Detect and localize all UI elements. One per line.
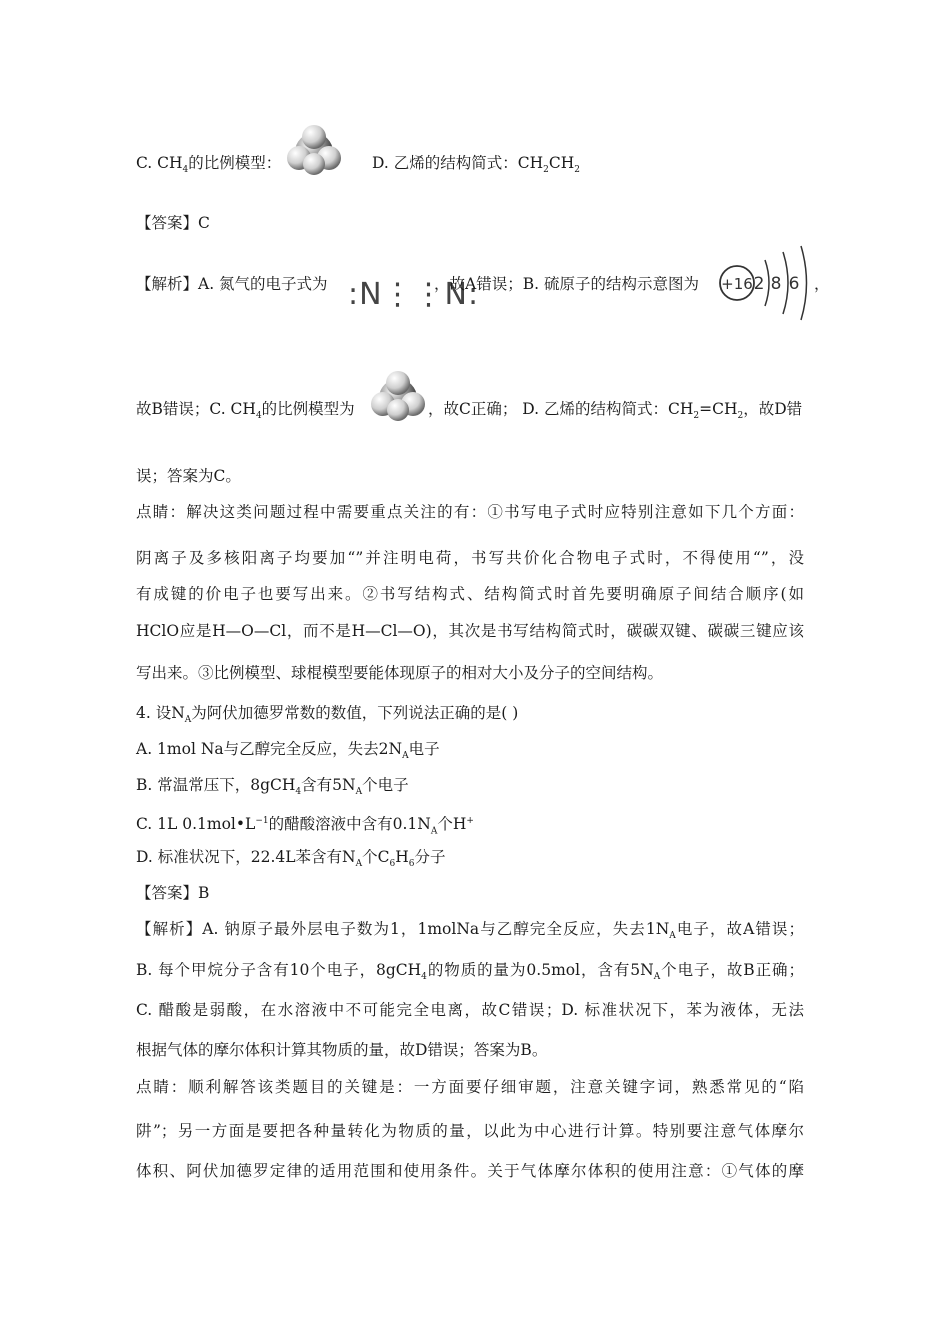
q3-opt-c-label: 的比例模型： <box>188 154 282 172</box>
subscript: 6 <box>389 859 396 870</box>
q3-explanation-line2 <box>136 399 355 426</box>
text: A. 1mol Na与乙醇完全反应，失去2N <box>136 740 403 758</box>
nucleus-charge: +16 <box>721 275 753 293</box>
subscript: 4 <box>255 411 262 422</box>
subscript: A <box>355 859 363 870</box>
superscript: + <box>466 816 474 826</box>
text: 电子，故A错误； <box>675 920 804 938</box>
shell-electrons: 8 <box>770 274 782 294</box>
q4-tip-line: 点睛：顺利解答该类题目的关键是：一方面要仔细审题，注意关键字词，熟悉常见的“陷 <box>136 1078 804 1096</box>
subscript: 4 <box>295 787 302 798</box>
q4-explanation-line2 <box>136 960 804 987</box>
q3-tip-line: 点睛：解决这类问题过程中需要重点关注的有：①书写电子式时应特别注意如下几个方面： <box>136 503 804 521</box>
q3-answer: 【答案】C <box>136 214 210 232</box>
q4-option-c <box>136 811 474 841</box>
q4-stem <box>136 703 518 730</box>
text: =CH <box>699 400 738 418</box>
text: 个C <box>362 848 390 866</box>
subscript: 2 <box>693 411 700 422</box>
q4-option-a <box>136 739 440 766</box>
superscript: −1 <box>255 816 269 826</box>
text: 的醋酸溶液中含有0.1N <box>268 815 431 834</box>
q3-explanation-line1 <box>136 274 328 294</box>
q3-tip-line: 有成键的价电子也要写出来。②书写结构式、结构简式时首先要明确原子间结合顺序(如 <box>136 585 804 603</box>
q3-explanation-line1b <box>434 274 699 294</box>
q3-explanation-line3: 误；答案为C。 <box>136 467 241 485</box>
n2-electron-formula-image: :N⋮⋮N: <box>348 277 480 312</box>
text: CH <box>548 154 575 172</box>
text: 的比例模型为 <box>261 400 355 418</box>
text: ，故D错 <box>743 400 803 418</box>
q4-explanation-line1 <box>136 919 804 946</box>
shell-electrons: 2 <box>753 274 765 294</box>
text: 4. 设N <box>136 704 185 722</box>
subscript: 2 <box>737 411 744 422</box>
subscript: A <box>355 787 363 798</box>
text: 【解析】A. 氮气的电子式为 <box>136 275 328 293</box>
ch4-space-filling-model-image-2 <box>370 370 426 424</box>
subscript: A <box>402 751 409 762</box>
text: B. 每个甲烷分子含有10个电子，8gCH <box>136 961 422 979</box>
subscript: 4 <box>421 972 427 983</box>
q4-answer: 【答案】B <box>136 884 210 902</box>
text: 故B错误；C. CH <box>136 400 256 418</box>
subscript: 6 <box>408 859 415 870</box>
text: 【解析】A. 钠原子最外层电子数为1，1molNa与乙醇完全反应，失去1N <box>136 920 670 938</box>
q3-explanation-line2b <box>428 399 802 426</box>
text: H <box>395 848 409 866</box>
text: 电子 <box>408 740 440 758</box>
text: 的物质的量为0.5mol，含有5N <box>426 961 654 979</box>
text: 为阿伏加德罗常数的数值，下列说法正确的是( ) <box>191 704 519 722</box>
subscript: A <box>430 826 438 837</box>
q3-options-cd <box>136 153 281 180</box>
text: 分子 <box>414 848 446 866</box>
text: B. 常温常压下，8gCH <box>136 776 296 794</box>
text: C. 1L 0.1mol•L <box>136 815 256 834</box>
subscript: 2 <box>543 165 549 176</box>
sulfur-atom-structure-diagram <box>713 242 813 328</box>
q4-explanation-line3: C. 醋酸是弱酸，在水溶液中不可能完全电离，故C错误；D. 标准状况下，苯为液体，无法 <box>136 1001 804 1019</box>
q4-tip-line: 体积、阿伏加德罗定律的适用范围和使用条件。关于气体摩尔体积的使用注意：①气体的摩 <box>136 1162 804 1180</box>
subscript: A <box>653 972 661 983</box>
text: 个电子，故B正确； <box>660 961 804 979</box>
q3-tip-line: HClO应是H—O—Cl，而不是H—Cl—O)，其次是书写结构简式时，碳碳双键、碳碳三键应该 <box>136 622 804 640</box>
subscript: A <box>669 931 676 942</box>
subscript: A <box>184 715 192 726</box>
text: ，故A错误；B. 硫原子的结构示意图为 <box>434 275 699 293</box>
shell-electrons: 6 <box>788 274 800 294</box>
subscript: 4 <box>182 165 189 176</box>
text: D. 标准状况下，22.4L苯含有N <box>136 848 356 866</box>
q3-opt-d-text: D. 乙烯的结构简式：CH <box>372 154 544 172</box>
ch4-space-filling-model-image <box>286 124 342 178</box>
q3-opt-c-text: C. CH <box>136 154 183 172</box>
q4-explanation-line4: 根据气体的摩尔体积计算其物质的量，故D错误；答案为B。 <box>136 1041 548 1059</box>
q4-option-d <box>136 847 446 874</box>
q4-tip-line: 阱”；另一方面是要把各种量转化为物质的量，以此为中心进行计算。特别要注意气体摩尔 <box>136 1122 804 1140</box>
q3-opt-d <box>372 153 580 180</box>
q4-option-b <box>136 775 409 802</box>
text: 含有5N <box>301 776 356 794</box>
subscript: 2 <box>574 165 580 176</box>
q3-tip-line: 阴离子及多核阳离子均要加“”并注明电荷，书写共价化合物电子式时，不得使用“”，没 <box>136 549 804 567</box>
text: ，故C正确； D. 乙烯的结构简式：CH <box>428 400 694 418</box>
q3-tip-line: 写出来。③比例模型、球棍模型要能体现原子的相对大小及分子的空间结构。 <box>136 664 664 682</box>
text: 个H <box>437 815 467 834</box>
text: 个电子 <box>362 776 409 794</box>
comma: ， <box>814 275 830 293</box>
